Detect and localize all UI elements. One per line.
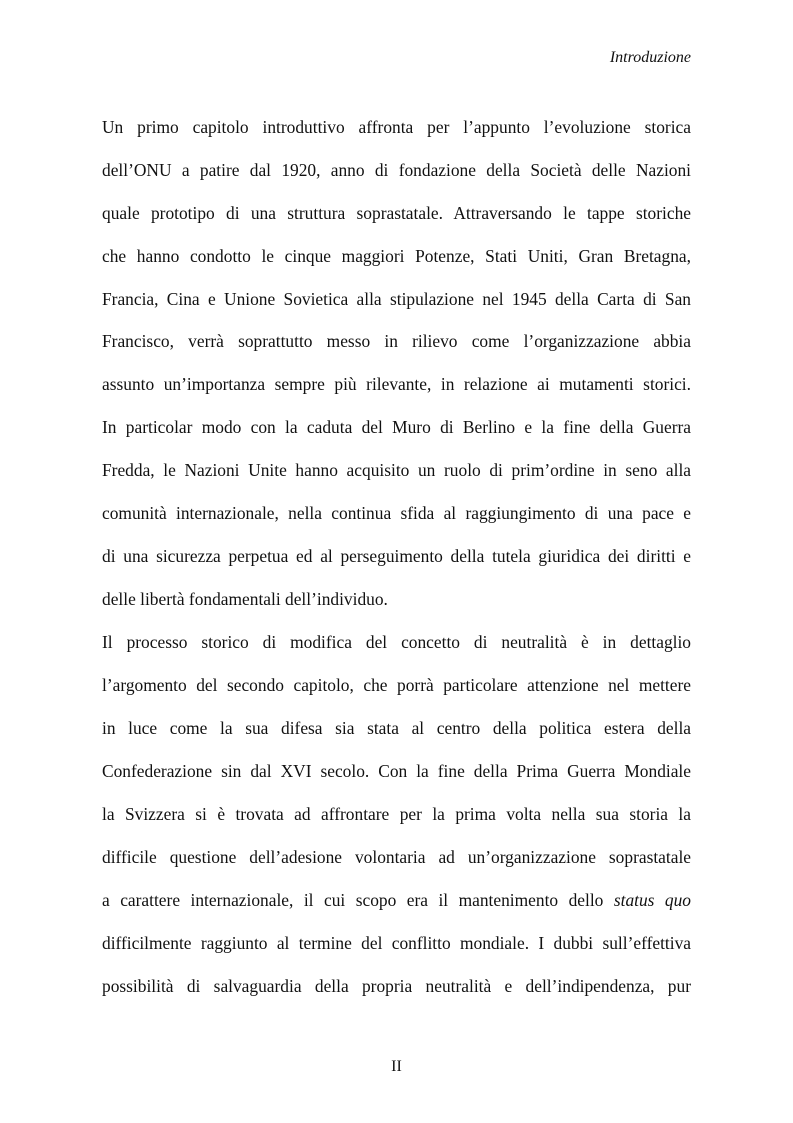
text-line: Francisco, verrà soprattutto messo in rilievo come l’organizzazione abbia [102, 331, 691, 351]
page-number: II [391, 1058, 402, 1075]
text-line: Fredda, le Nazioni Unite hanno acquisito un ruolo di prim’ordine in seno alla [102, 460, 691, 480]
running-header-title: Introduzione [609, 49, 691, 66]
text-line: che hanno condotto le cinque maggiori Potenze, Stati Uniti, Gran Bretagna, [102, 246, 691, 266]
text-line: quale prototipo di una struttura soprastatale. Attraversando le tappe storiche [102, 203, 691, 223]
text-line: In particolar modo con la caduta del Muro di Berlino e la fine della Guerra [102, 417, 691, 437]
text-line: possibilità di salvaguardia della propria neutralità e dell’indipendenza, pur [102, 976, 691, 996]
text-line: in luce come la sua difesa sia stata al centro della politica estera della [102, 718, 691, 738]
text-line: comunità internazionale, nella continua sfida al raggiungimento di una pace e [102, 503, 691, 523]
italic-term-status-quo: status quo [613, 890, 691, 910]
text-line: Francia, Cina e Unione Sovietica alla stipulazione nel 1945 della Carta di San [102, 289, 691, 309]
text-line: difficilmente raggiunto al termine del conflitto mondiale. I dubbi sull’effettiva [102, 933, 691, 953]
text-line: Confederazione sin dal XVI secolo. Con la fine della Prima Guerra Mondiale [102, 761, 691, 781]
text-line: dell’ONU a patire dal 1920, anno di fondazione della Società delle Nazioni [102, 160, 691, 180]
text-line: di una sicurezza perpetua ed al perseguimento della tutela giuridica dei diritti e [102, 546, 691, 566]
text-line [102, 889, 691, 911]
text-segment: a carattere internazionale, il cui scopo era il mantenimento dello [102, 890, 614, 910]
text-line: Il processo storico di modifica del concetto di neutralità è in dettaglio [102, 632, 691, 652]
text-line: assunto un’importanza sempre più rilevante, in relazione ai mutamenti storici. [102, 374, 691, 394]
text-line: difficile questione dell’adesione volontaria ad un’organizzazione soprastatale [102, 847, 691, 867]
text-line: la Svizzera si è trovata ad affrontare per la prima volta nella sua storia la [102, 804, 691, 824]
text-line: l’argomento del secondo capitolo, che porrà particolare attenzione nel mettere [102, 675, 691, 695]
text-line: Un primo capitolo introduttivo affronta per l’appunto l’evoluzione storica [102, 117, 691, 137]
text-line-paragraph-end: delle libertà fondamentali dell’individuo. [102, 589, 388, 609]
